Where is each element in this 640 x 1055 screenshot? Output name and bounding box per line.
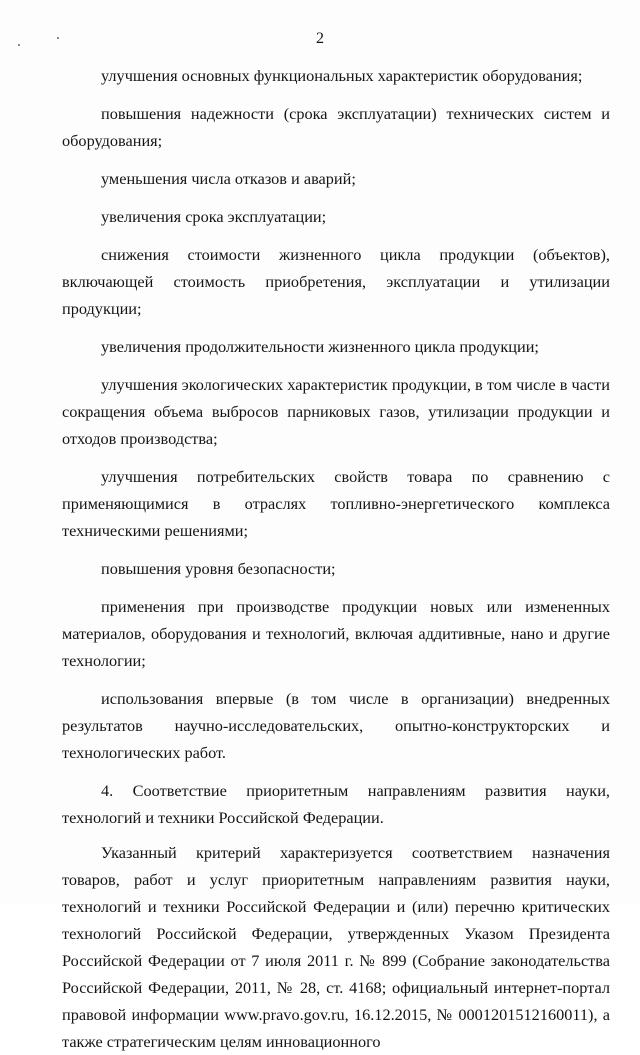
paragraph: улучшения экологических характеристик продукции, в том числе в части сокращения объема выбросов парниковых газов, утилизации продукции и отходов производства; xyxy=(62,375,610,448)
paragraph: повышения надежности (срока эксплуатации) технических систем и оборудования; xyxy=(62,104,610,150)
paragraph: улучшения основных функциональных характеристик оборудования; xyxy=(101,66,583,85)
paragraph: повышения уровня безопасности; xyxy=(101,559,336,578)
page-number: 2 xyxy=(316,30,324,47)
paragraph: увеличения продолжительности жизненного цикла продукции; xyxy=(101,337,539,356)
paragraph: использования впервые (в том числе в организации) внедренных результатов научно-исследовательских, опытно-конструкторских и технологических работ. xyxy=(62,689,610,762)
paragraph: снижения стоимости жизненного цикла продукции (объектов), включающей стоимость приобретения, эксплуатации и утилизации продукции; xyxy=(62,245,610,318)
document-body xyxy=(62,62,610,1055)
paragraph: улучшения потребительских свойств товара по сравнению с применяющимися в отраслях топливно-энергетического комплекса техническими решениями; xyxy=(62,467,610,540)
paragraph: уменьшения числа отказов и аварий; xyxy=(101,169,356,188)
paragraph: Указанный критерий характеризуется соответствием назначения товаров, работ и услуг приоритетным направлениям развития науки, технологий и техники Российской Федерации и (или) перечню критических технологий Российской Федерации, утвержденных Указом Президента Российской Федерации от 7 июля 2011 г. № 899 (Собрание законодательства Российской Федерации, 2011, № 28, ст. 4168; официальный интернет-портал правовой информации www.pravo.gov.ru, 16.12.2015, № 0001201512160011), а также стратегическим целям инновационного xyxy=(62,843,610,1051)
paragraph: увеличения срока эксплуатации; xyxy=(101,207,327,226)
paragraph: применения при производстве продукции новых или измененных материалов, оборудования и технологий, включая аддитивные, нано и другие технологии; xyxy=(62,597,610,670)
section-heading: 4. Соответствие приоритетным направлениям развития науки, технологий и техники Российской Федерации. xyxy=(62,781,610,827)
